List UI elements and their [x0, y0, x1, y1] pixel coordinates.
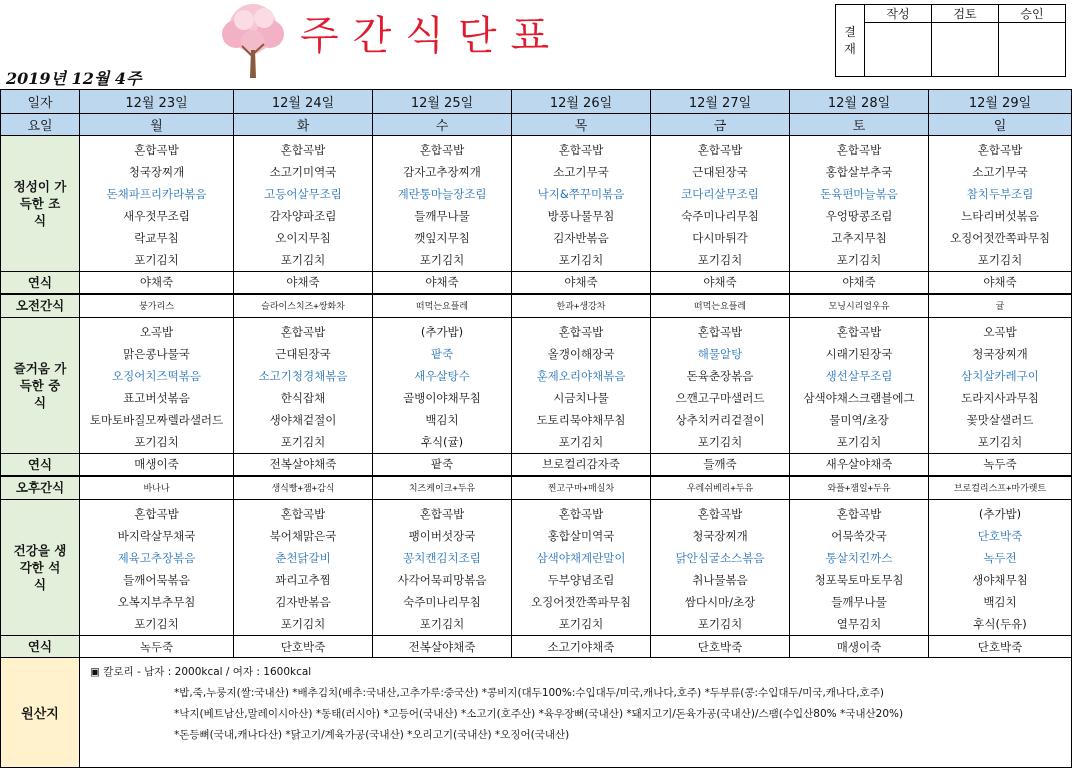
menu-item: 혼합곡밥	[134, 143, 179, 157]
snack-item: 붕가리스	[80, 294, 234, 318]
breakfast-day-cell	[80, 136, 234, 272]
porridge-item: 야채죽	[651, 272, 790, 294]
porridge-item: 들깨죽	[651, 454, 790, 476]
menu-item: 감자고추장찌개	[403, 165, 481, 179]
lunch-day-cell	[80, 318, 234, 454]
breakfast-category	[1, 136, 80, 272]
porridge-item: 녹두죽	[80, 636, 234, 658]
menu-item: 닭안심굴소스볶음	[675, 551, 765, 565]
menu-item: 토마토바질모짜렐라샐러드	[89, 413, 224, 427]
menu-item: 혼합곡밥	[697, 325, 743, 339]
menu-item: 꽃맛살샐러드	[966, 413, 1034, 427]
menu-item: 숙주미나리무침	[403, 595, 481, 609]
menu-item: 포기김치	[558, 435, 604, 449]
menu-item: 오곡밥	[139, 325, 174, 339]
porridge-item: 단호박죽	[929, 636, 1072, 658]
menu-item: 포기김치	[280, 435, 326, 449]
dinner-day-cell	[651, 500, 790, 636]
menu-item: 생야채무침	[972, 573, 1028, 587]
weekday-row	[1, 114, 1072, 136]
menu-item: 으깬고구마샐러드	[675, 391, 765, 405]
menu-item: 혼합곡밥	[836, 507, 882, 521]
menu-item: 고추지무침	[831, 231, 887, 245]
weekday-cell: 금	[651, 114, 790, 136]
date-cell: 12월 25일	[373, 90, 512, 114]
lunch-day-cell	[234, 318, 373, 454]
menu-item: 김자반볶음	[275, 595, 331, 609]
menu-item: 낙지&쭈꾸미볶음	[537, 187, 625, 201]
lunch-day-cell	[651, 318, 790, 454]
menu-item: 오징어치즈떡볶음	[112, 369, 201, 383]
menu-item: 올갱이해장국	[547, 347, 615, 361]
menu-item: 포기김치	[697, 435, 743, 449]
menu-item: 청국장찌개	[972, 347, 1028, 361]
menu-item: 삼치살카레구이	[961, 369, 1039, 383]
menu-item: 꽁치캔김치조림	[403, 551, 481, 565]
menu-item: 열무김치	[836, 617, 882, 631]
menu-item: 오이지무침	[275, 231, 331, 245]
snack-item: 브로컬리스프+마가렛트	[929, 476, 1072, 500]
menu-item: 제육고추장볶음	[117, 551, 196, 565]
cherry-blossom-tree-icon	[214, 2, 292, 82]
menu-item: 오징어젓깐쪽파무침	[531, 595, 631, 609]
menu-item: 오복지부추무침	[117, 595, 196, 609]
breakfast-day-cell	[373, 136, 512, 272]
menu-item: 홍합살부추국	[825, 165, 893, 179]
menu-item: 혼합곡밥	[836, 325, 882, 339]
porridge-item: 야채죽	[373, 272, 512, 294]
menu-item: 고등어살무조림	[264, 187, 342, 201]
menu-item: 돈육편마늘볶음	[820, 187, 898, 201]
lunch-day-cell	[512, 318, 651, 454]
approval-col-writer: 작성	[865, 5, 932, 23]
porridge-item: 야채죽	[790, 272, 929, 294]
breakfast-day-cell	[790, 136, 929, 272]
breakfast-day-cell	[929, 136, 1072, 272]
menu-item: 두부양념조림	[547, 573, 615, 587]
snack-item: 생식빵+잼+감식	[234, 476, 373, 500]
menu-item: 오곡밥	[983, 325, 1017, 339]
dinner-porridge-row	[1, 636, 1072, 658]
porridge-item: 전복살야채죽	[373, 636, 512, 658]
menu-item: 시래기된장국	[825, 347, 893, 361]
breakfast-row	[1, 136, 1072, 272]
menu-item: 혼합곡밥	[558, 507, 604, 521]
porridge-item: 단호박죽	[651, 636, 790, 658]
breakfast-category-label: 정성이 가득한 조 식	[13, 179, 67, 228]
title-area	[0, 0, 1074, 90]
approval-col-review: 검토	[932, 5, 999, 23]
menu-item: 근대된장국	[275, 347, 331, 361]
menu-item: 포기김치	[419, 253, 465, 267]
page-title: 주간식단표	[300, 13, 564, 59]
dinner-porridge-label: 연식	[1, 636, 80, 658]
pm_snack-label: 오후간식	[1, 476, 80, 500]
menu-item: 사각어묵피망볶음	[397, 573, 487, 587]
snack-item: 모닝시리얼우유	[790, 294, 929, 318]
menu-item: 북어채맑은국	[269, 529, 337, 543]
dinner-day-cell	[80, 500, 234, 636]
porridge-item: 단호박죽	[234, 636, 373, 658]
menu-item: 춘천닭갈비	[275, 551, 331, 565]
lunch-category	[1, 318, 80, 454]
origin-line: *낙지(베트남산,말레이시아산) *동태(러시아) *고등어(국내산) *소고기(호주산) *육우장뼈(국내산) *돼지고기/돈육가공(국내산)/스팸(수입산80% *국내산20%)	[174, 708, 904, 720]
menu-item: 방풍나물무침	[547, 209, 615, 223]
breakfast-day-cell	[651, 136, 790, 272]
menu-item: 청국장찌개	[692, 529, 748, 543]
origin-row	[1, 658, 1072, 768]
menu-item: 새우살탕수	[414, 369, 470, 383]
menu-item: 홍합살미역국	[547, 529, 615, 543]
dinner-category	[1, 500, 80, 636]
menu-item: 다시마튀각	[692, 231, 748, 245]
menu-item: 단호박죽	[977, 529, 1023, 543]
snack-item: 우레쉬베리+두유	[651, 476, 790, 500]
menu-item: 포기김치	[134, 617, 179, 631]
menu-item: (추가밥)	[978, 507, 1022, 521]
menu-item: 느타리버섯볶음	[961, 209, 1039, 223]
menu-item: 혼합곡밥	[134, 507, 179, 521]
origin-label: 원산지	[1, 658, 80, 768]
menu-item: 참치두부조림	[966, 187, 1034, 201]
menu-item: 돈채파프리카라볶음	[106, 187, 207, 201]
menu-item: 바지락살무채국	[117, 529, 196, 543]
approval-col-approve: 승인	[999, 5, 1066, 23]
menu-item: 팥죽	[430, 347, 454, 361]
menu-item: 혼합곡밥	[977, 143, 1023, 157]
menu-item: 소고기무국	[553, 165, 609, 179]
menu-item: 새우젓무조림	[123, 209, 190, 223]
menu-item: 소고기무국	[972, 165, 1028, 179]
menu-item: 맑은콩나물국	[123, 347, 190, 361]
weekly-menu-table	[0, 89, 1072, 768]
porridge-item: 야채죽	[234, 272, 373, 294]
weekday-cell: 일	[929, 114, 1072, 136]
date-row	[1, 90, 1072, 114]
menu-item: 삼색야채계란말이	[536, 551, 626, 565]
porridge-item: 매생이죽	[80, 454, 234, 476]
breakfast-day-cell	[234, 136, 373, 272]
menu-item: 계란통마늘장조림	[397, 187, 487, 201]
menu-item: 해물알탕	[697, 347, 743, 361]
weekday-cell: 수	[373, 114, 512, 136]
menu-item: 취나물볶음	[692, 573, 748, 587]
breakfast-porridge-row	[1, 272, 1072, 294]
origin-line: *밥,죽,누룽지(쌀:국내산) *배추김치(배추:국내산,고추가루:중국산) *콩비지(대두100%:수입대두/미국,캐나다,호주) *두부류(콩:수입대두/미국,캐나다,호주)	[174, 687, 884, 699]
menu-item: 포기김치	[977, 435, 1023, 449]
date-cell: 12월 28일	[790, 90, 929, 114]
lunch-category-label: 즐거움 가득한 중 식	[13, 361, 67, 410]
snack-item: 한과+생강차	[512, 294, 651, 318]
weekday-cell: 토	[790, 114, 929, 136]
menu-item: 생선살무조림	[825, 369, 893, 383]
menu-item: 포기김치	[558, 253, 604, 267]
menu-item: 골뱅이야채무침	[403, 391, 481, 405]
menu-item: 들깨어묵볶음	[123, 573, 190, 587]
menu-item: 코다리살무조림	[681, 187, 759, 201]
menu-item: 혼합곡밥	[280, 325, 326, 339]
lunch-porridge-row	[1, 454, 1072, 476]
menu-item: 백김치	[983, 595, 1017, 609]
lunch-day-cell	[790, 318, 929, 454]
menu-item: 후식(두유)	[973, 617, 1027, 631]
origin-content	[80, 658, 1072, 768]
porridge-item: 전복살야채죽	[234, 454, 373, 476]
menu-item: 어묵쑥갓국	[831, 529, 887, 543]
menu-item: 훈제오리야채볶음	[536, 369, 626, 383]
porridge-item: 매생이죽	[790, 636, 929, 658]
menu-item: 근대된장국	[692, 165, 748, 179]
menu-item: 팽이버섯장국	[408, 529, 476, 543]
snack-item: 와플+잼일+두유	[790, 476, 929, 500]
breakfast-porridge-label: 연식	[1, 272, 80, 294]
date-cell: 12월 23일	[80, 90, 234, 114]
dinner-day-cell	[790, 500, 929, 636]
menu-item: 도라지사과무침	[961, 391, 1039, 405]
lunch-day-cell	[373, 318, 512, 454]
approval-sign-review[interactable]	[932, 23, 999, 77]
menu-item: 포기김치	[558, 617, 604, 631]
menu-item: 포기김치	[697, 617, 743, 631]
week-label: 2019년 12월 4주	[6, 69, 142, 88]
menu-item: 혼합곡밥	[280, 507, 326, 521]
menu-item: 돈육춘장볶음	[686, 369, 754, 383]
menu-item: 상추치커리겉절이	[675, 413, 765, 427]
dinner-row	[1, 500, 1072, 636]
pm_snack-row	[1, 476, 1072, 500]
approval-side-label: 결재	[836, 5, 865, 77]
menu-item: 숙주미나리무침	[681, 209, 759, 223]
menu-item: 혼합곡밥	[558, 325, 604, 339]
menu-item: 김자반볶음	[553, 231, 609, 245]
menu-item: 포기김치	[419, 617, 465, 631]
date-cell: 12월 29일	[929, 90, 1072, 114]
lunch-row	[1, 318, 1072, 454]
snack-item: 떠먹는요플레	[651, 294, 790, 318]
snack-item: 치즈케이크+두유	[373, 476, 512, 500]
porridge-item: 녹두죽	[929, 454, 1072, 476]
dinner-category-label: 건강을 생각한 석 식	[13, 543, 67, 592]
snack-item: 귤	[929, 294, 1072, 318]
approval-sign-approve[interactable]	[999, 23, 1066, 77]
date-cell: 12월 26일	[512, 90, 651, 114]
menu-item: 시금치나물	[553, 391, 609, 405]
menu-item: 생야채겉절이	[269, 413, 337, 427]
lunch-day-cell	[929, 318, 1072, 454]
approval-sign-writer[interactable]	[865, 23, 932, 77]
menu-item: 깻잎지무침	[414, 231, 470, 245]
menu-item: 포기김치	[836, 253, 882, 267]
menu-item: 감자양파조림	[269, 209, 337, 223]
menu-item: 백김치	[425, 413, 459, 427]
weekday-label: 요일	[1, 114, 80, 136]
porridge-item: 야채죽	[80, 272, 234, 294]
porridge-item: 소고기야채죽	[512, 636, 651, 658]
menu-item: 혼합곡밥	[280, 143, 326, 157]
snack-item: 바나나	[80, 476, 234, 500]
porridge-item: 브로컬리감자죽	[512, 454, 651, 476]
menu-item: 오징어젓깐쪽파무침	[950, 231, 1050, 245]
date-cell: 12월 27일	[651, 90, 790, 114]
menu-item: 소고기청경채볶음	[258, 369, 348, 383]
lunch-porridge-label: 연식	[1, 454, 80, 476]
menu-item: 혼합곡밥	[836, 143, 882, 157]
menu-item: 들깨무나물	[831, 595, 887, 609]
porridge-item: 팥죽	[373, 454, 512, 476]
date-label: 일자	[1, 90, 80, 114]
snack-item: 떠먹는요플레	[373, 294, 512, 318]
weekday-cell: 월	[80, 114, 234, 136]
menu-item: 쌈다시마/초장	[684, 595, 756, 609]
dinner-day-cell	[929, 500, 1072, 636]
snack-item: 슬라이스치즈+쌍화차	[234, 294, 373, 318]
menu-item: 포기김치	[836, 435, 882, 449]
menu-item: 녹두전	[983, 551, 1017, 565]
menu-item: 포기김치	[697, 253, 743, 267]
menu-item: 혼합곡밥	[419, 143, 465, 157]
menu-item: 꽈리고추찜	[275, 573, 331, 587]
calorie-info: ▣ 칼로리 - 남자 : 2000kcal / 여자 : 1600kcal	[90, 666, 312, 678]
menu-item: 청포묵토마토무침	[814, 573, 904, 587]
menu-item: 락교무침	[134, 231, 179, 245]
weekday-cell: 목	[512, 114, 651, 136]
menu-item: 포기김치	[977, 253, 1023, 267]
menu-item: 한식잡채	[280, 391, 326, 405]
menu-item: 후식(귤)	[420, 435, 464, 449]
menu-item: 혼합곡밥	[419, 507, 465, 521]
porridge-item: 야채죽	[512, 272, 651, 294]
menu-item: 혼합곡밥	[697, 507, 743, 521]
date-cell: 12월 24일	[234, 90, 373, 114]
menu-item: 포기김치	[134, 253, 179, 267]
breakfast-day-cell	[512, 136, 651, 272]
menu-item: 혼합곡밥	[558, 143, 604, 157]
porridge-item: 새우살야채죽	[790, 454, 929, 476]
menu-item: 물미역/초장	[829, 413, 889, 427]
menu-item: 들깨무나물	[414, 209, 470, 223]
am_snack-label: 오전간식	[1, 294, 80, 318]
dinner-day-cell	[234, 500, 373, 636]
approval-box	[835, 4, 1066, 77]
menu-item: 청국장찌개	[128, 165, 185, 179]
menu-item: 혼합곡밥	[697, 143, 743, 157]
menu-item: 포기김치	[280, 617, 326, 631]
menu-item: 소고기미역국	[269, 165, 337, 179]
dinner-day-cell	[512, 500, 651, 636]
menu-item: (추가밥)	[420, 325, 464, 339]
snack-item: 찐고구마+매실차	[512, 476, 651, 500]
menu-item: 표고버섯볶음	[123, 391, 190, 405]
menu-item: 포기김치	[134, 435, 179, 449]
menu-item: 포기김치	[280, 253, 326, 267]
origin-line: *돈등뼈(국내,캐나다산) *닭고기/계육가공(국내산) *오리고기(국내산) *오징어(국내산)	[174, 729, 570, 741]
dinner-day-cell	[373, 500, 512, 636]
menu-item: 통살치킨까스	[825, 551, 893, 565]
weekday-cell: 화	[234, 114, 373, 136]
am_snack-row	[1, 294, 1072, 318]
porridge-item: 야채죽	[929, 272, 1072, 294]
menu-item: 우엉땅콩조림	[825, 209, 893, 223]
menu-item: 삼색야채스크램블에그	[803, 391, 915, 405]
menu-item: 도토리묵야채무침	[536, 413, 626, 427]
